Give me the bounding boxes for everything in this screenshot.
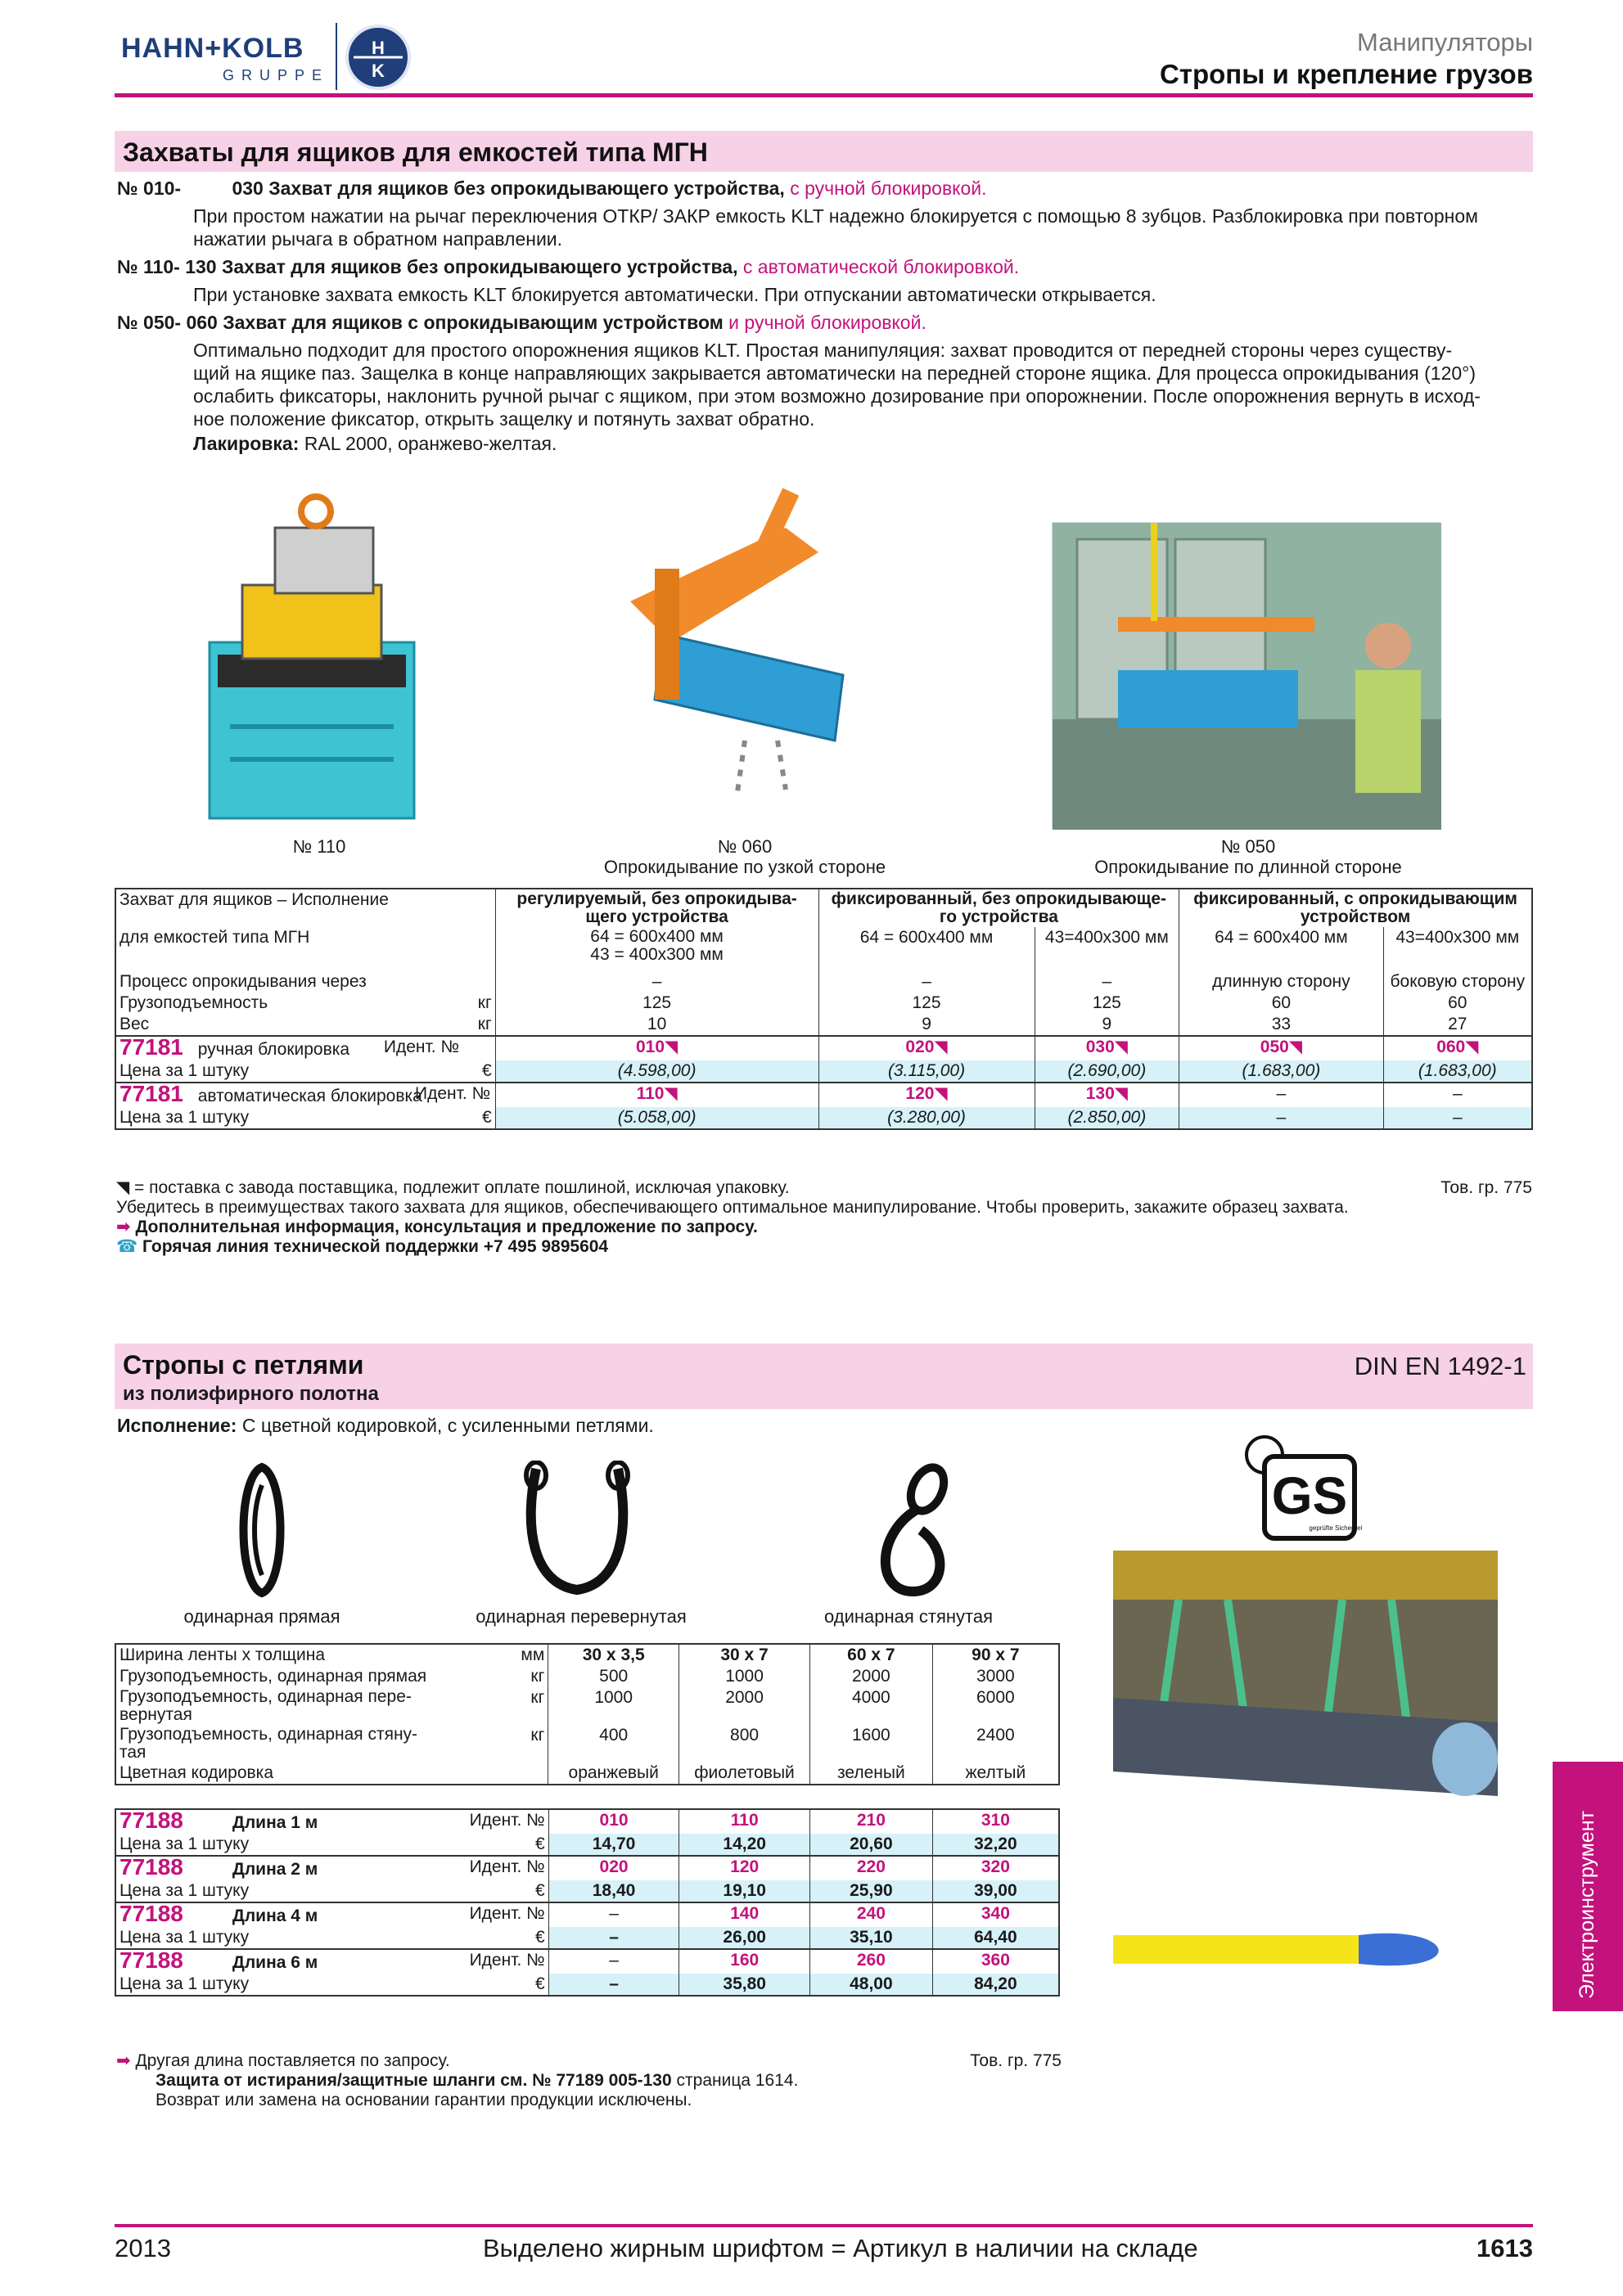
col-group: фиксированный, с опрокидывающим устройством [1179,889,1532,927]
item-no: № 010- [117,178,182,199]
row-label: Цветная кодировка [119,1763,274,1782]
table-cell: 60 x 7 [809,1644,932,1666]
item-no-end: 060 [186,312,218,333]
table-cell: 90 x 7 [932,1644,1059,1666]
price-cell: 35,80 [679,1974,810,1996]
table-cell: 9 [1035,1014,1179,1036]
table-cell: 2400 [932,1725,1059,1763]
table-cell: 30 x 3,5 [548,1644,679,1666]
col-group: регулируемый, без опрокидыва- щего устройства [495,889,818,927]
table-cell: 500 [548,1666,679,1687]
price-cell: 26,00 [679,1927,810,1949]
length-label: Длина 6 м [232,1953,318,1972]
price-cell: 32,20 [932,1834,1059,1856]
note-text: страница 1614. [676,2071,799,2090]
table-cell: 27 [1383,1014,1532,1036]
article-number: 77188 [119,1854,183,1880]
desc-line: нажатии рычага в обратном направлении. [193,228,563,250]
unit-label: кг [477,1015,492,1033]
ident-label-text: Идент. № [415,1084,491,1103]
item-050-desc [193,339,1535,430]
table-row [115,971,1532,993]
table-cell: 43=400x300 мм [1383,927,1532,971]
caption-060 [573,836,917,877]
price-cell: (2.850,00) [1035,1107,1179,1129]
table-row [115,1880,1059,1902]
table-cell: – [495,971,818,993]
section1-band [115,131,1533,172]
ident-label: Идент. № [450,1902,548,1927]
table-cell: боковую сторону [1383,971,1532,993]
table-row [115,1856,1059,1880]
article-cell [115,1083,462,1107]
row-label: Процесс опрокидывания через [119,972,367,991]
coating-line [193,432,557,455]
table-cell: 33 [1179,1014,1383,1036]
sling-lengths-table [115,1808,1060,1997]
caption-050 [1056,836,1440,877]
article-number: 77188 [119,1947,183,1973]
col-group: фиксированный, без опрокидывающе- го устройства [818,889,1179,927]
ident-value[interactable]: 030 [1085,1038,1115,1056]
table-row [115,1809,1059,1834]
article-cell [115,1902,450,1927]
currency-label: € [535,1835,545,1853]
ident-cell: – [548,1949,679,1974]
length-label: Длина 1 м [232,1813,318,1832]
row-label: Цена за 1 штуку [119,1061,250,1080]
row-label: Захват для ящиков – Исполнение [119,890,389,909]
table-row [115,1014,1532,1036]
ident-value[interactable]: 010 [635,1038,665,1056]
table-row [115,1974,1059,1996]
notes-section2 [116,2051,1062,2110]
ident-value[interactable]: 130 [1085,1084,1115,1103]
factory-delivery-icon: ◥ [664,1084,678,1103]
ident-cell[interactable] [1383,1036,1532,1060]
footer-rule [115,2224,1533,2227]
ident-cell[interactable] [495,1036,818,1060]
product-group: Тов. гр. 775 [970,2051,1062,2070]
table-cell: 2000 [809,1666,932,1687]
article-number: 77188 [119,1808,183,1833]
diagram-caption: одинарная прямая [183,1606,340,1627]
table-row [115,1687,1059,1725]
table-row [115,1060,1532,1083]
row-label: Грузоподъемность, одинарная прямая [119,1667,427,1686]
table-row [115,889,1532,927]
header-rule [115,93,1533,97]
length-label: Длина 4 м [232,1907,318,1925]
sling-choked-diagram [863,1461,962,1600]
variant-label: ручная блокировка [197,1040,350,1059]
table-row [115,1644,1059,1666]
ident-label: Идент. № [450,1856,548,1880]
ident-cell[interactable]: 220 [810,1856,933,1880]
table-cell: 800 [679,1725,810,1763]
table-cell: 4000 [809,1687,932,1725]
price-cell: (3.280,00) [818,1107,1035,1129]
note-text: Дополнительная информация, консультация и предложение по запросу. [135,1218,758,1236]
table-cell: 400 [548,1725,679,1763]
diagram-caption: одинарная стянутая [823,1606,994,1627]
ident-cell[interactable] [1035,1036,1179,1060]
item-mode: и ручной блокировкой. [728,312,926,333]
factory-delivery-icon: ◥ [1114,1084,1128,1103]
ident-cell[interactable] [1179,1036,1383,1060]
price-cell: (5.058,00) [495,1107,818,1129]
ident-cell[interactable] [495,1083,818,1107]
notes-section1 [116,1178,1532,1257]
table-cell: 1600 [809,1725,932,1763]
row-label: Цена за 1 штуку [119,1835,250,1853]
logo-mark-h: H [372,38,385,58]
photo-worker-gripper-050 [1052,522,1440,829]
article-number: 77181 [119,1034,183,1060]
ident-cell[interactable]: 340 [932,1902,1059,1927]
price-cell: (4.598,00) [495,1060,818,1083]
factory-delivery-icon: ◥ [1465,1038,1479,1056]
unit-label: мм [521,1645,545,1664]
price-cell: 64,40 [932,1927,1059,1949]
item-010-heading [117,177,1533,200]
logo-emblem-icon [345,25,411,90]
table-cell [462,1036,495,1060]
table-cell: зеленый [809,1763,932,1785]
gs-certification-badge-icon [1232,1432,1363,1546]
table-cell: 64 = 600x400 мм 43 = 400x300 мм [495,927,818,971]
ident-cell[interactable]: 110 [679,1809,810,1834]
currency-label: € [535,1928,545,1947]
product-group: Тов. гр. 775 [1440,1178,1532,1197]
table-row [115,1107,1532,1129]
currency-label: € [481,1061,492,1080]
footer-page-number: 1613 [1476,2234,1533,2262]
arrow-right-icon: ➡ [116,1218,131,1236]
caption-line: Опрокидывание по узкой стороне [603,857,886,877]
exec-line [117,1414,654,1437]
gripper-table [115,888,1533,1130]
row-label: для емкостей типа МГН [119,928,310,947]
note-text: Горячая линия технической поддержки +7 495 9895604 [142,1237,609,1256]
table-cell: фиолетовый [679,1763,810,1785]
variant-label: автоматическая блокировка [197,1087,422,1105]
table-cell: 125 [1035,993,1179,1014]
ident-cell: – [1179,1083,1383,1107]
article-number: 77188 [119,1901,183,1926]
gs-small-text: geprüfte Sicherheit [1309,1524,1363,1532]
table-cell: 10 [495,1014,818,1036]
ident-cell[interactable]: 010 [548,1809,679,1834]
ident-value[interactable]: 120 [905,1084,935,1103]
caption-110 [246,836,393,857]
price-cell: (1.683,00) [1179,1060,1383,1083]
table-row [115,1927,1059,1949]
table-row [115,1083,1532,1107]
row-label: Ширина ленты х толщина [119,1645,326,1664]
table-cell: 3000 [932,1666,1059,1687]
length-label: Длина 2 м [232,1860,318,1879]
side-tab-power-tools[interactable] [1553,1762,1623,2011]
factory-delivery-icon: ◥ [1288,1038,1302,1056]
desc-line: ослабить фиксаторы, наклонить ручной рычаг с ящиком, при этом возможно дозирование при опорожнении. После опорожнения вернуть в исход- [193,385,1481,407]
ident-cell[interactable]: 210 [810,1809,933,1834]
price-cell: – [548,1974,679,1996]
note-advice: Убедитесь в преимуществах такого захвата для ящиков, обеспечивающего оптимальное манипулирование. Чтобы проверить, закажите образец захвата. [116,1198,1349,1217]
item-name: Захват для ящиков с опрокидывающим устройством [223,312,724,333]
currency-label: € [481,1108,492,1127]
table-cell: 1000 [548,1687,679,1725]
table-cell: 30 x 7 [679,1644,810,1666]
price-cell: 39,00 [932,1880,1059,1902]
standard-label: DIN EN 1492-1 [1354,1352,1526,1380]
section1-title: Захваты для ящиков для емкостей типа МГН [123,137,708,167]
price-cell: 20,60 [810,1834,933,1856]
price-cell: (1.683,00) [1383,1060,1532,1083]
table-cell: – [818,971,1035,993]
note-text: Другая длина поставляется по запросу. [135,2051,450,2070]
item-mode: с автоматической блокировкой. [742,256,1020,277]
price-cell: (3.115,00) [818,1060,1035,1083]
desc-line: При установке захвата емкость KLT блокируется автоматически. При отпускании автоматически открывается. [193,284,1156,305]
table-row [115,1949,1059,1974]
price-cell: 48,00 [810,1974,933,1996]
logo-wordmark: HAHN+KOLB [121,33,304,64]
ident-cell[interactable]: 320 [932,1856,1059,1880]
item-110-heading [117,255,1533,278]
table-cell: длинную сторону [1179,971,1383,993]
factory-delivery-icon: ◥ [116,1178,130,1197]
footer-year: 2013 [115,2234,171,2262]
caption-line: Опрокидывание по длинной стороне [1094,857,1402,877]
sling-table [115,1643,1060,1785]
ident-label: Идент. № [383,1038,459,1056]
desc-line: При простом нажатии на рычаг переключения ОТКР/ ЗАКР емкость KLT надежно блокируется с помощью 8 зубцов. Разблокировка при повторном [193,205,1478,227]
table-cell: 6000 [932,1687,1059,1725]
desc-line: ное положение фиксатор, открыть защелку и потянуть захват обратно. [193,408,815,430]
table-row [115,927,1532,971]
table-cell: желтый [932,1763,1059,1785]
item-010-desc [193,205,1535,250]
ident-cell[interactable] [1035,1083,1179,1107]
article-cell [115,1809,450,1834]
table-row [115,1902,1059,1927]
note-text-bold: Защита от истирания/защитные шланги см. № 77189 005-130 [156,2071,672,2090]
section2-band [115,1344,1533,1409]
photo-crate-gripper-110 [193,479,439,831]
row-label: Цена за 1 штуку [119,1974,250,1993]
factory-delivery-icon: ◥ [1114,1038,1128,1056]
logo-divider [336,23,337,90]
photo-tilting-gripper-060 [597,479,868,806]
price-cell: 35,10 [810,1927,933,1949]
price-cell: – [548,1927,679,1949]
table-cell: 2000 [679,1687,810,1725]
ident-cell: – [1383,1083,1532,1107]
row-label: Цена за 1 штуку [119,1928,250,1947]
desc-line: щий на ящике паз. Защелка в конце направляющих закрывается автоматически на передней стороне ящика. Для процесса опрокидывания (120°) [193,362,1476,384]
ident-cell: – [548,1902,679,1927]
factory-delivery-icon: ◥ [665,1038,679,1056]
gs-mark: GS [1271,1466,1348,1525]
ident-label [415,1083,495,1107]
table-cell: 60 [1383,993,1532,1014]
price-cell: – [1179,1107,1383,1129]
ident-value[interactable]: 050 [1260,1038,1289,1056]
price-cell: 25,90 [810,1880,933,1902]
table-cell: оранжевый [548,1763,679,1785]
ident-cell[interactable] [818,1036,1035,1060]
item-name: Захват для ящиков без опрокидывающего устройства, [268,178,785,199]
logo-subtitle: GRUPPE [223,67,330,83]
article-cell [115,1036,462,1060]
price-cell: 14,70 [548,1834,679,1856]
header-category: Манипуляторы [1357,28,1533,56]
item-110-desc [193,283,1535,306]
currency-label: € [535,1974,545,1993]
price-cell: 19,10 [679,1880,810,1902]
price-cell: (2.690,00) [1035,1060,1179,1083]
currency-label: € [535,1881,545,1900]
note-hotline [116,1237,1532,1257]
ident-cell[interactable]: 310 [932,1809,1059,1834]
ident-cell[interactable] [818,1083,1035,1107]
note-delivery [116,1178,1532,1198]
caption-line: № 050 [1220,836,1276,857]
side-tab-label[interactable]: Электроинструмент [1576,1810,1598,1999]
logo-mark-k: K [372,61,385,81]
ident-cell[interactable]: 120 [679,1856,810,1880]
row-label: Грузоподъемность, одинарная пере- вернутая [119,1687,412,1724]
table-cell: 64 = 600x400 мм [1179,927,1383,971]
note-protect [116,2071,1062,2091]
table-row [115,1036,1532,1060]
note-other [116,2051,1062,2071]
coating-value: RAL 2000, оранжево-желтая. [304,433,557,454]
sling-reversed-diagram [516,1461,638,1600]
exec-label: Исполнение: [117,1415,237,1436]
unit-label: кг [530,1688,545,1707]
diagram-caption: одинарная перевернутая [476,1606,687,1627]
price-cell: 14,20 [679,1834,810,1856]
footer-legend: Выделено жирным шрифтом = Артикул в наличии на складе [483,2234,1198,2262]
row-label: Грузоподъемность [119,993,268,1012]
ident-label: Идент. № [450,1949,548,1974]
item-no-end: 030 [232,178,264,199]
desc-line: Оптимально подходит для простого опорожнения ящиков KLT. Простая манипуляция: захват проводится от передней стороны через существу- [193,340,1453,361]
ident-cell[interactable]: 240 [810,1902,933,1927]
factory-delivery-icon: ◥ [934,1084,948,1103]
phone-icon: ☎ [116,1237,138,1256]
caption-line: № 110 [292,836,346,857]
ident-cell[interactable]: 260 [810,1949,933,1974]
article-cell [115,1949,450,1974]
section2-subtitle: из полиэфирного полотна [123,1383,379,1405]
section2-title: Стропы с петлями [123,1350,364,1380]
ident-cell[interactable]: 360 [932,1949,1059,1974]
item-050-heading [117,311,1533,334]
price-cell: 18,40 [548,1880,679,1902]
exec-value: С цветной кодировкой, с усиленными петлями. [241,1415,654,1436]
ident-cell[interactable]: 020 [548,1856,679,1880]
item-no-end: 130 [185,256,217,277]
caption-line: № 060 [717,836,773,857]
table-cell: 9 [818,1014,1035,1036]
table-cell: 64 = 600x400 мм [818,927,1035,971]
coating-label: Лакировка: [193,433,300,454]
row-label: Грузоподъемность, одинарная стяну- тая [119,1725,418,1762]
table-row [115,1725,1059,1763]
article-cell [115,1856,450,1880]
article-number: 77181 [119,1081,183,1106]
ident-value[interactable]: 110 [636,1084,665,1103]
table-cell: 125 [818,993,1035,1014]
header-title: Стропы и крепление грузов [1159,59,1533,89]
table-row [115,993,1532,1014]
row-label: Вес [119,1015,150,1033]
ident-value[interactable]: 060 [1436,1038,1466,1056]
photo-sling-pipes [1113,1551,1498,2005]
sling-straight-diagram [229,1461,295,1600]
table-cell: 60 [1179,993,1383,1014]
unit-label: кг [530,1667,545,1686]
row-label: Цена за 1 штуку [119,1881,250,1900]
price-cell: – [1383,1107,1532,1129]
note-info [116,1218,1532,1237]
unit-label: кг [530,1726,545,1745]
item-name: Захват для ящиков без опрокидывающего устройства, [221,256,738,277]
table-row [115,1666,1059,1687]
ident-value[interactable]: 020 [905,1038,935,1056]
table-row [115,1834,1059,1856]
price-cell: 84,20 [932,1974,1059,1996]
item-mode: с ручной блокировкой. [790,178,987,199]
row-label: Цена за 1 штуку [119,1108,250,1127]
table-row [115,1763,1059,1785]
item-no: № 110- [117,256,180,277]
item-no: № 050- [117,312,182,333]
table-cell: 43=400x300 мм [1035,927,1179,971]
factory-delivery-icon: ◥ [934,1038,948,1056]
unit-label: кг [477,993,492,1012]
note-text: = поставка с завода поставщика, подлежит оплате пошлиной, исключая упаковку. [134,1178,790,1197]
table-cell: 1000 [679,1666,810,1687]
table-cell: – [1035,971,1179,993]
ident-cell[interactable]: 140 [679,1902,810,1927]
table-cell: 125 [495,993,818,1014]
sling-lengths-block [115,1808,1060,1997]
ident-cell[interactable]: 160 [679,1949,810,1974]
arrow-right-icon: ➡ [116,2051,131,2070]
ident-label: Идент. № [450,1809,548,1834]
note-warranty: Возврат или замена на основании гарантии продукции исключены. [156,2091,692,2109]
